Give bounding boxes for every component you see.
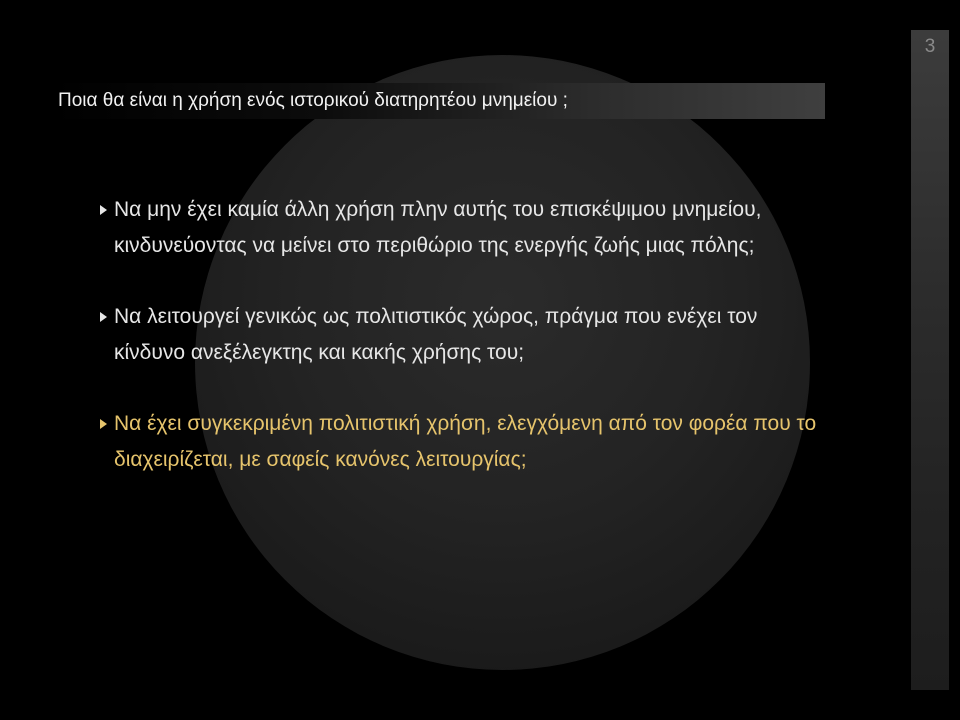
bullet-text: Να έχει συγκεκριμένη πολιτιστική χρήση, ελεγχόμενη από τον φορέα που το διαχειρίζεται, με σαφείς κανόνες λειτουργίας; bbox=[114, 412, 817, 471]
bullet-item bbox=[100, 299, 820, 371]
bullet-text: Να λειτουργεί γενικώς ως πολιτιστικός χώρος, πράγμα που ενέχει τον κίνδυνο ανεξέλεγκτης και κακής χρήσης του; bbox=[114, 305, 758, 364]
title-bar bbox=[50, 83, 825, 119]
bullet-arrow-icon bbox=[100, 205, 107, 215]
bullet-arrow-icon bbox=[100, 312, 107, 322]
slide-title: Ποια θα είναι η χρήση ενός ιστορικού διατηρητέου μνημείου ; bbox=[58, 90, 568, 111]
page-number: 3 bbox=[924, 36, 936, 57]
bullet-text: Να μην έχει καμία άλλη χρήση πλην αυτής του επισκέψιμου μνημείου, κινδυνεύοντας να μείνει στο περιθώριο της ενεργής ζωής μιας πόλης; bbox=[114, 198, 762, 257]
bullet-arrow-icon bbox=[100, 419, 107, 429]
bullet-item bbox=[100, 192, 820, 264]
bullet-item-highlighted bbox=[100, 406, 820, 478]
side-bar bbox=[911, 30, 949, 690]
bullet-list bbox=[100, 192, 820, 478]
